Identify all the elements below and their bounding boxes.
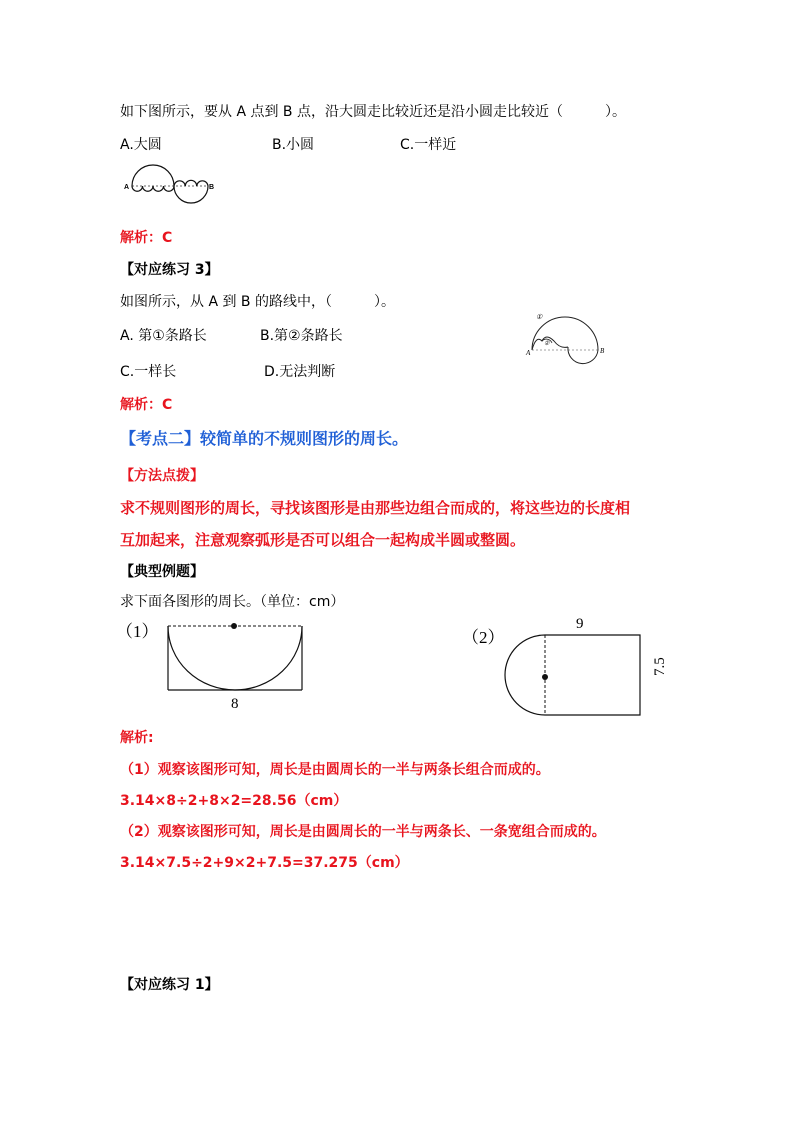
method-heading: 【方法点拨】 [120, 468, 204, 484]
figure-2-label: （2） [462, 628, 505, 647]
figure-1-label: （1） [116, 622, 159, 641]
p3-option-b: B.第②条路长 [260, 328, 343, 344]
figure-2-dim-side: 7.5 [652, 657, 668, 676]
solution-2-text: （2）观察该图形可知，周长是由圆周长的一半与两条长、一条宽组合而成的。 [120, 824, 606, 840]
figure-1-dim: 8 [231, 696, 239, 712]
practice-3-question: 如图所示，从 A 到 B 的路线中，（ ）。 [120, 294, 395, 310]
example-prompt: 求下面各图形的周长。（单位：cm） [120, 594, 345, 610]
route-figure [520, 305, 620, 360]
route-label-b: B [600, 347, 605, 355]
route-label-1: ① [536, 313, 543, 321]
option-a: A.大圆 [120, 137, 162, 153]
practice-1-heading: 【对应练习 1】 [120, 977, 219, 993]
p3-option-a: A. 第①条路长 [120, 328, 207, 344]
answer-1: 解析：C [120, 230, 173, 246]
option-b: B.小圆 [272, 137, 315, 153]
option-c: C.一样近 [400, 137, 457, 153]
solution-heading: 解析: [120, 730, 154, 746]
p3-option-c: C.一样长 [120, 364, 177, 380]
point-2-heading: 【考点二】较简单的不规则图形的周长。 [120, 429, 409, 448]
method-line-2: 互加起来，注意观察弧形是否可以组合一起构成半圆或整圆。 [120, 531, 526, 549]
practice-3-heading: 【对应练习 3】 [120, 262, 219, 278]
fig-label-b: B [209, 184, 215, 191]
figure-1 [160, 618, 310, 698]
figure-2 [495, 630, 655, 720]
solution-1-calc: 3.14×8÷2+8×2=28.56（cm） [120, 793, 348, 809]
p3-option-d: D.无法判断 [264, 364, 336, 380]
solution-1-text: （1）观察该图形可知，周长是由圆周长的一半与两条长组合而成的。 [120, 762, 550, 778]
route-label-2: ② [544, 341, 550, 347]
example-heading: 【典型例题】 [120, 564, 204, 580]
solution-2-calc: 3.14×7.5÷2+9×2+7.5=37.275（cm） [120, 855, 409, 871]
answer-p3: 解析：C [120, 397, 173, 413]
method-line-1: 求不规则图形的周长，寻找该图形是由那些边组合而成的，将这些边的长度相 [120, 499, 631, 517]
fig-label-a: A [124, 184, 130, 191]
question-1-text: 如下图所示，要从 A 点到 B 点，沿大圆走比较近还是沿小圆走比较近（ ）。 [120, 104, 626, 120]
figure-2-dim-top: 9 [576, 616, 584, 632]
circles-route-figure [120, 160, 220, 215]
route-label-a: A [526, 349, 531, 357]
